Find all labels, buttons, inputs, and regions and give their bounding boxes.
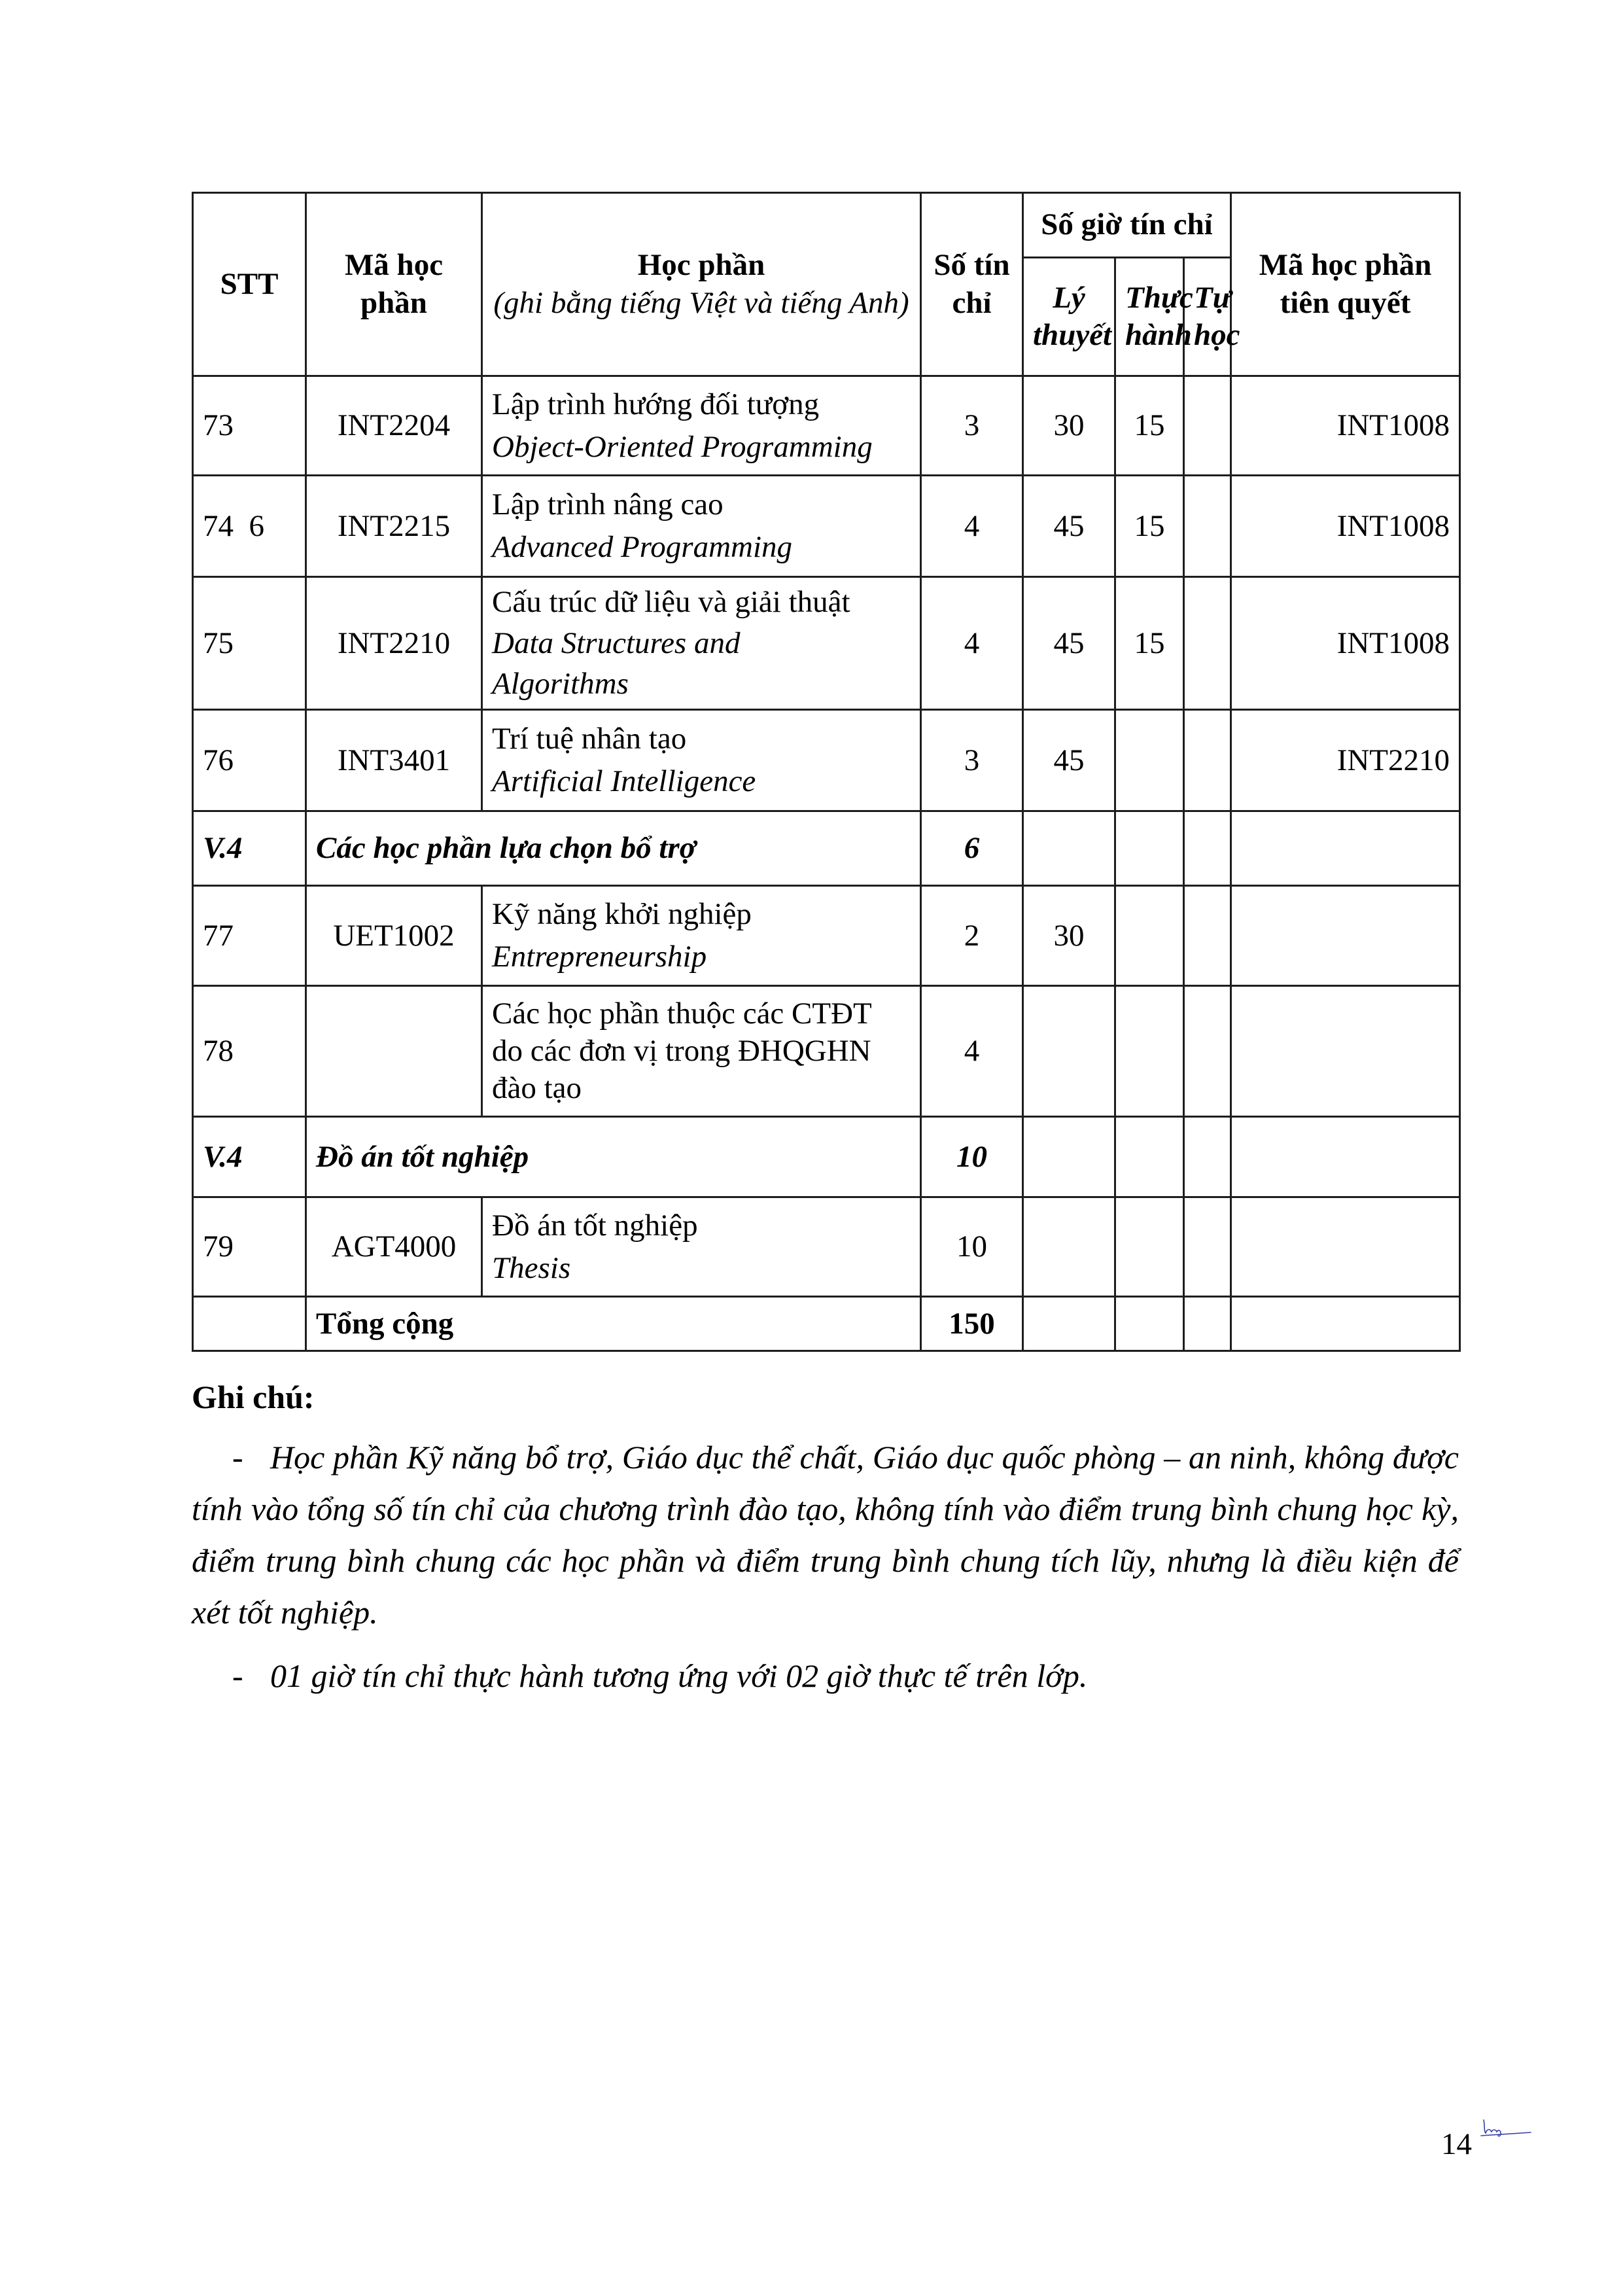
cell-course xyxy=(482,1197,921,1297)
cell-theory: 30 xyxy=(1023,376,1115,476)
header-prerequisite xyxy=(1231,193,1460,376)
course-name-en: Advanced Programming xyxy=(492,530,793,564)
notes-title: Ghi chú: xyxy=(192,1379,315,1415)
course-name-vi: Cấu trúc dữ liệu và giải thuật xyxy=(492,585,850,620)
cell-code: INT2204 xyxy=(306,376,482,476)
header-row-top xyxy=(193,193,1460,258)
header-credits-text: Số tín chỉ xyxy=(934,248,1010,320)
cell-empty xyxy=(1231,811,1460,886)
header-course-title: Học phần xyxy=(637,248,765,283)
cell-code: AGT4000 xyxy=(306,1197,482,1297)
cell-prerequisite: INT1008 xyxy=(1231,376,1460,476)
total-credits: 150 xyxy=(921,1297,1023,1351)
cell-stt: 74 6 xyxy=(193,476,306,577)
section-row-elective xyxy=(193,811,1460,886)
cell-stt: 73 xyxy=(193,376,306,476)
section-title: Các học phần lựa chọn bổ trợ xyxy=(306,811,921,886)
header-practice: Thực hành xyxy=(1115,258,1184,376)
cell-empty xyxy=(1023,1117,1115,1197)
cell-stt: 79 xyxy=(193,1197,306,1297)
section-title: Đồ án tốt nghiệp xyxy=(306,1117,921,1197)
cell-credits: 10 xyxy=(921,1197,1023,1297)
course-name-en: Thesis xyxy=(492,1250,571,1285)
cell-self-study xyxy=(1184,476,1231,577)
section-credits: 10 xyxy=(921,1117,1023,1197)
cell-credits: 3 xyxy=(921,376,1023,476)
cell-empty xyxy=(1115,1117,1184,1197)
course-name-vi: Kỹ năng khởi nghiệp xyxy=(492,897,752,932)
cell-code xyxy=(306,986,482,1117)
cell-credits: 4 xyxy=(921,577,1023,710)
course-name-vi: Lập trình hướng đối tượng xyxy=(492,387,820,421)
cell-stt: 76 xyxy=(193,710,306,811)
table-row xyxy=(193,710,1460,811)
curriculum-table xyxy=(192,192,1461,1352)
course-name-en: Entrepreneurship xyxy=(492,940,707,974)
cell-code: UET1002 xyxy=(306,886,482,986)
cell-stt: 78 xyxy=(193,986,306,1117)
page-number: 14 xyxy=(1441,2127,1472,2161)
notes-section xyxy=(192,1374,1459,1714)
signature-icon xyxy=(1480,2113,1532,2140)
cell-prerequisite xyxy=(1231,1197,1460,1297)
table-row xyxy=(193,1197,1460,1297)
header-hours-group: Số giờ tín chỉ xyxy=(1023,193,1231,258)
note-text: Học phần Kỹ năng bổ trợ, Giáo dục thể chất, Giáo dục quốc phòng – an ninh, không được tính vào tổng số tín chỉ của chương trình đào tạo, không tính vào điểm trung bình chung học kỳ, điểm trung bình chung các học phần và điểm trung bình chung tích lũy, nhưng là điều kiện để xét tốt nghiệp. xyxy=(192,1439,1459,1631)
course-name-en: Data Structures and Algorithms xyxy=(492,626,741,701)
header-course xyxy=(482,193,921,376)
cell-self-study xyxy=(1184,986,1231,1117)
section-number: V.4 xyxy=(193,811,306,886)
cell-course xyxy=(482,577,921,710)
section-row-thesis xyxy=(193,1117,1460,1197)
course-name-vi: Các học phần thuộc các CTĐT do các đơn vị trong ĐHQGHN đào tạo xyxy=(492,996,871,1106)
cell-credits: 2 xyxy=(921,886,1023,986)
course-name-en: Artificial Intelligence xyxy=(492,764,756,798)
cell-empty xyxy=(1184,811,1231,886)
total-row xyxy=(193,1297,1460,1351)
cell-stt: 77 xyxy=(193,886,306,986)
cell-theory: 45 xyxy=(1023,710,1115,811)
header-course-note: (ghi bằng tiếng Việt và tiếng Anh) xyxy=(493,285,909,320)
cell-course xyxy=(482,986,921,1117)
cell-credits: 3 xyxy=(921,710,1023,811)
table-row xyxy=(193,986,1460,1117)
cell-code: INT2210 xyxy=(306,577,482,710)
course-name-vi: Trí tuệ nhân tạo xyxy=(492,722,687,756)
note-bullet: - xyxy=(232,1439,243,1475)
total-label: Tổng cộng xyxy=(306,1297,921,1351)
cell-theory: 45 xyxy=(1023,476,1115,577)
cell-course xyxy=(482,476,921,577)
cell-empty xyxy=(1023,811,1115,886)
cell-course xyxy=(482,376,921,476)
header-stt: STT xyxy=(193,193,306,376)
cell-practice xyxy=(1115,986,1184,1117)
cell-prerequisite: INT2210 xyxy=(1231,710,1460,811)
cell-prerequisite: INT1008 xyxy=(1231,577,1460,710)
cell-theory xyxy=(1023,986,1115,1117)
header-credits xyxy=(921,193,1023,376)
header-prerequisite-text: Mã học phần tiên quyết xyxy=(1259,248,1432,320)
cell-code: INT2215 xyxy=(306,476,482,577)
note-bullet: - xyxy=(232,1657,243,1694)
cell-empty xyxy=(1184,1297,1231,1351)
cell-empty xyxy=(193,1297,306,1351)
cell-self-study xyxy=(1184,577,1231,710)
cell-theory xyxy=(1023,1197,1115,1297)
cell-prerequisite: INT1008 xyxy=(1231,476,1460,577)
cell-stt: 75 xyxy=(193,577,306,710)
cell-theory: 30 xyxy=(1023,886,1115,986)
cell-practice xyxy=(1115,710,1184,811)
course-name-vi: Đồ án tốt nghiệp xyxy=(492,1208,698,1243)
cell-practice: 15 xyxy=(1115,476,1184,577)
cell-empty xyxy=(1023,1297,1115,1351)
header-theory: Lý thuyết xyxy=(1023,258,1115,376)
cell-practice: 15 xyxy=(1115,577,1184,710)
table-row xyxy=(193,476,1460,577)
cell-code: INT3401 xyxy=(306,710,482,811)
cell-empty xyxy=(1231,1117,1460,1197)
header-course-code xyxy=(306,193,482,376)
section-number: V.4 xyxy=(193,1117,306,1197)
cell-prerequisite xyxy=(1231,886,1460,986)
cell-practice xyxy=(1115,1197,1184,1297)
cell-practice xyxy=(1115,886,1184,986)
cell-empty xyxy=(1231,1297,1460,1351)
cell-course xyxy=(482,710,921,811)
cell-empty xyxy=(1184,1117,1231,1197)
cell-self-study xyxy=(1184,886,1231,986)
cell-prerequisite xyxy=(1231,986,1460,1117)
cell-empty xyxy=(1115,811,1184,886)
table-row xyxy=(193,886,1460,986)
cell-theory: 45 xyxy=(1023,577,1115,710)
cell-empty xyxy=(1115,1297,1184,1351)
note-item xyxy=(192,1432,1459,1638)
cell-practice: 15 xyxy=(1115,376,1184,476)
table-row xyxy=(193,376,1460,476)
table-row xyxy=(193,577,1460,710)
header-course-code-text: Mã học phần xyxy=(344,248,444,320)
course-name-vi: Lập trình nâng cao xyxy=(492,487,724,522)
cell-course xyxy=(482,886,921,986)
course-name-en: Object-Oriented Programming xyxy=(492,429,873,464)
cell-self-study xyxy=(1184,376,1231,476)
cell-credits: 4 xyxy=(921,986,1023,1117)
cell-self-study xyxy=(1184,1197,1231,1297)
header-self-study: Tự học xyxy=(1184,258,1231,376)
cell-self-study xyxy=(1184,710,1231,811)
cell-credits: 4 xyxy=(921,476,1023,577)
note-text: 01 giờ tín chỉ thực hành tương ứng với 02 giờ thực tế trên lớp. xyxy=(270,1657,1088,1694)
note-item xyxy=(192,1650,1459,1702)
section-credits: 6 xyxy=(921,811,1023,886)
